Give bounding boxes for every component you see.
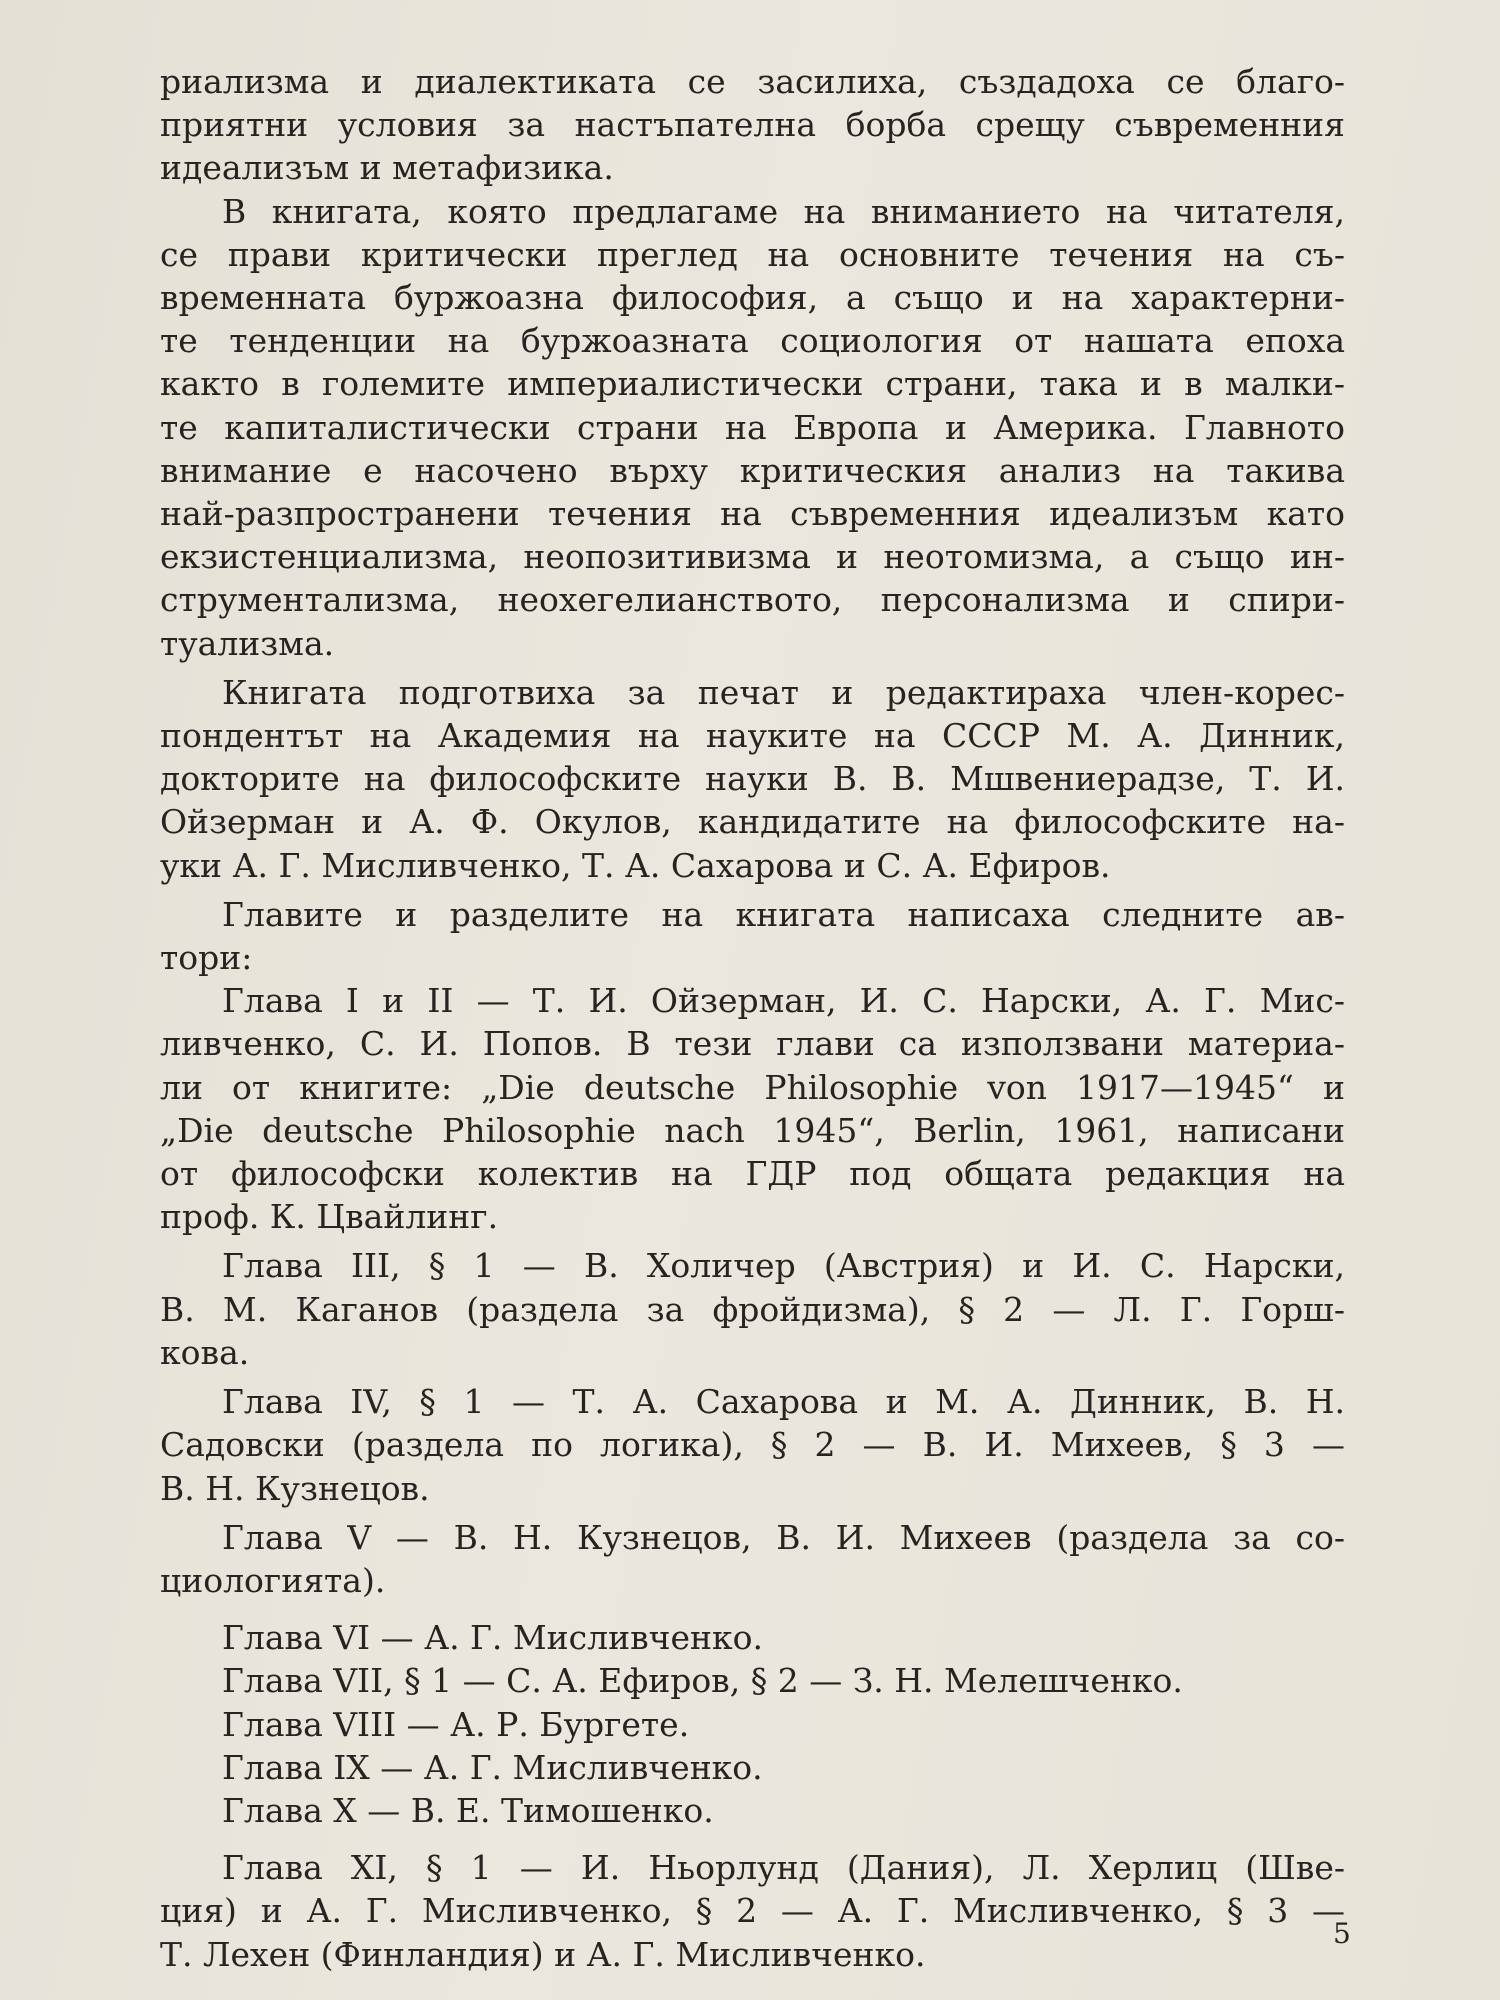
text-line: пондентът на Академия на науките на СССР М. А. Динник, [160,716,1345,756]
body-text [160,60,1345,1976]
text-line: приятни условия за настъпателна борба срещу съвременния [160,105,1345,145]
text-line: ливченко, С. И. Попов. В тези глави са използвани материа- [160,1024,1345,1064]
text-line: те тенденции на буржоазната социология от нашата епоха [160,321,1345,361]
text-line: се прави критически преглед на основните течения на съ- [160,234,1345,274]
text-line: Главите и разделите на книгата написаха следните ав- [222,894,1345,934]
text-line: Глава VIII — А. Р. Бургете. [222,1704,690,1744]
text-line: Т. Лехен (Финландия) и А. Г. Мисливченко. [160,1934,926,1974]
text-line: ли от книгите: „Die deutsche Philosophie von 1917—1945“ и [160,1067,1345,1107]
text-line: ция) и А. Г. Мисливченко, § 2 — А. Г. Мисливченко, § 3 — [160,1891,1345,1931]
text-line: най-разпространени течения на съвременния идеализъм като [160,494,1345,534]
text-line: циологията). [160,1560,386,1600]
text-line: Глава IX — А. Г. Мисливченко. [222,1747,763,1787]
text-line: временната буржоазна философия, а също и на характерни- [160,278,1345,318]
text-line: Книгата подготвиха за печат и редактираха член-корес- [222,672,1345,712]
text-line: внимание е насочено върху критическия анализ на такива [160,450,1345,490]
text-line: Садовски (раздела по логика), § 2 — В. И. Михеев, § 3 — [160,1425,1345,1465]
text-line: уки А. Г. Мисливченко, Т. А. Сахарова и С. А. Ефиров. [160,845,1111,885]
page-number: 5 [1333,1917,1351,1950]
text-line: Глава VII, § 1 — С. А. Ефиров, § 2 — З. Н. Мелешченко. [222,1661,1183,1701]
text-line: тори: [160,938,253,978]
text-line: риализма и диалектиката се засилиха, създадоха се благо- [160,62,1345,101]
text-line: докторите на философските науки В. В. Мшвениерадзе, Т. И. [160,759,1345,799]
text-line: туализма. [160,623,335,663]
text-line: В. Н. Кузнецов. [160,1468,430,1508]
text-line: Глава V — В. Н. Кузнецов, В. И. Михеев (раздела за со- [222,1517,1345,1557]
text-line: струментализма, неохегелианството, персонализма и спири- [160,580,1345,620]
text-line: Глава XI, § 1 — И. Ньорлунд (Дания), Л. Херлиц (Шве- [222,1848,1345,1888]
text-line: кова. [160,1332,250,1372]
text-line: Глава X — В. Е. Тимошенко. [222,1790,714,1830]
text-line: Глава VI — А. Г. Мисливченко. [222,1618,764,1658]
text-line: Глава I и II — Т. И. Ойзерман, И. С. Нарски, А. Г. Мис- [222,981,1345,1021]
text-line: „Die deutsche Philosophie nach 1945“, Berlin, 1961, написани [160,1110,1345,1150]
text-line: проф. К. Цвайлинг. [160,1197,499,1237]
text-line: Глава IV, § 1 — Т. А. Сахарова и М. А. Динник, В. Н. [222,1382,1345,1422]
text-line: В книгата, която предлагаме на вниманието на читателя, [222,191,1345,231]
text-line: Глава III, § 1 — В. Холичер (Австрия) и И. С. Нарски, [222,1246,1345,1286]
text-line: от философски колектив на ГДР под общата редакция на [160,1154,1345,1194]
text-line: Ойзерман и А. Ф. Окулов, кандидатите на философските на- [160,802,1345,842]
text-line: както в големите империалистически страни, така и в малки- [160,364,1345,404]
text-line: идеализъм и метафизика. [160,148,614,188]
text-line: екзистенциализма, неопозитивизма и неотомизма, а също ин- [160,537,1345,577]
text-line: В. М. Каганов (раздела за фройдизма), § 2 — Л. Г. Горш- [160,1289,1345,1329]
text-line: те капиталистически страни на Европа и Америка. Главното [160,407,1345,447]
